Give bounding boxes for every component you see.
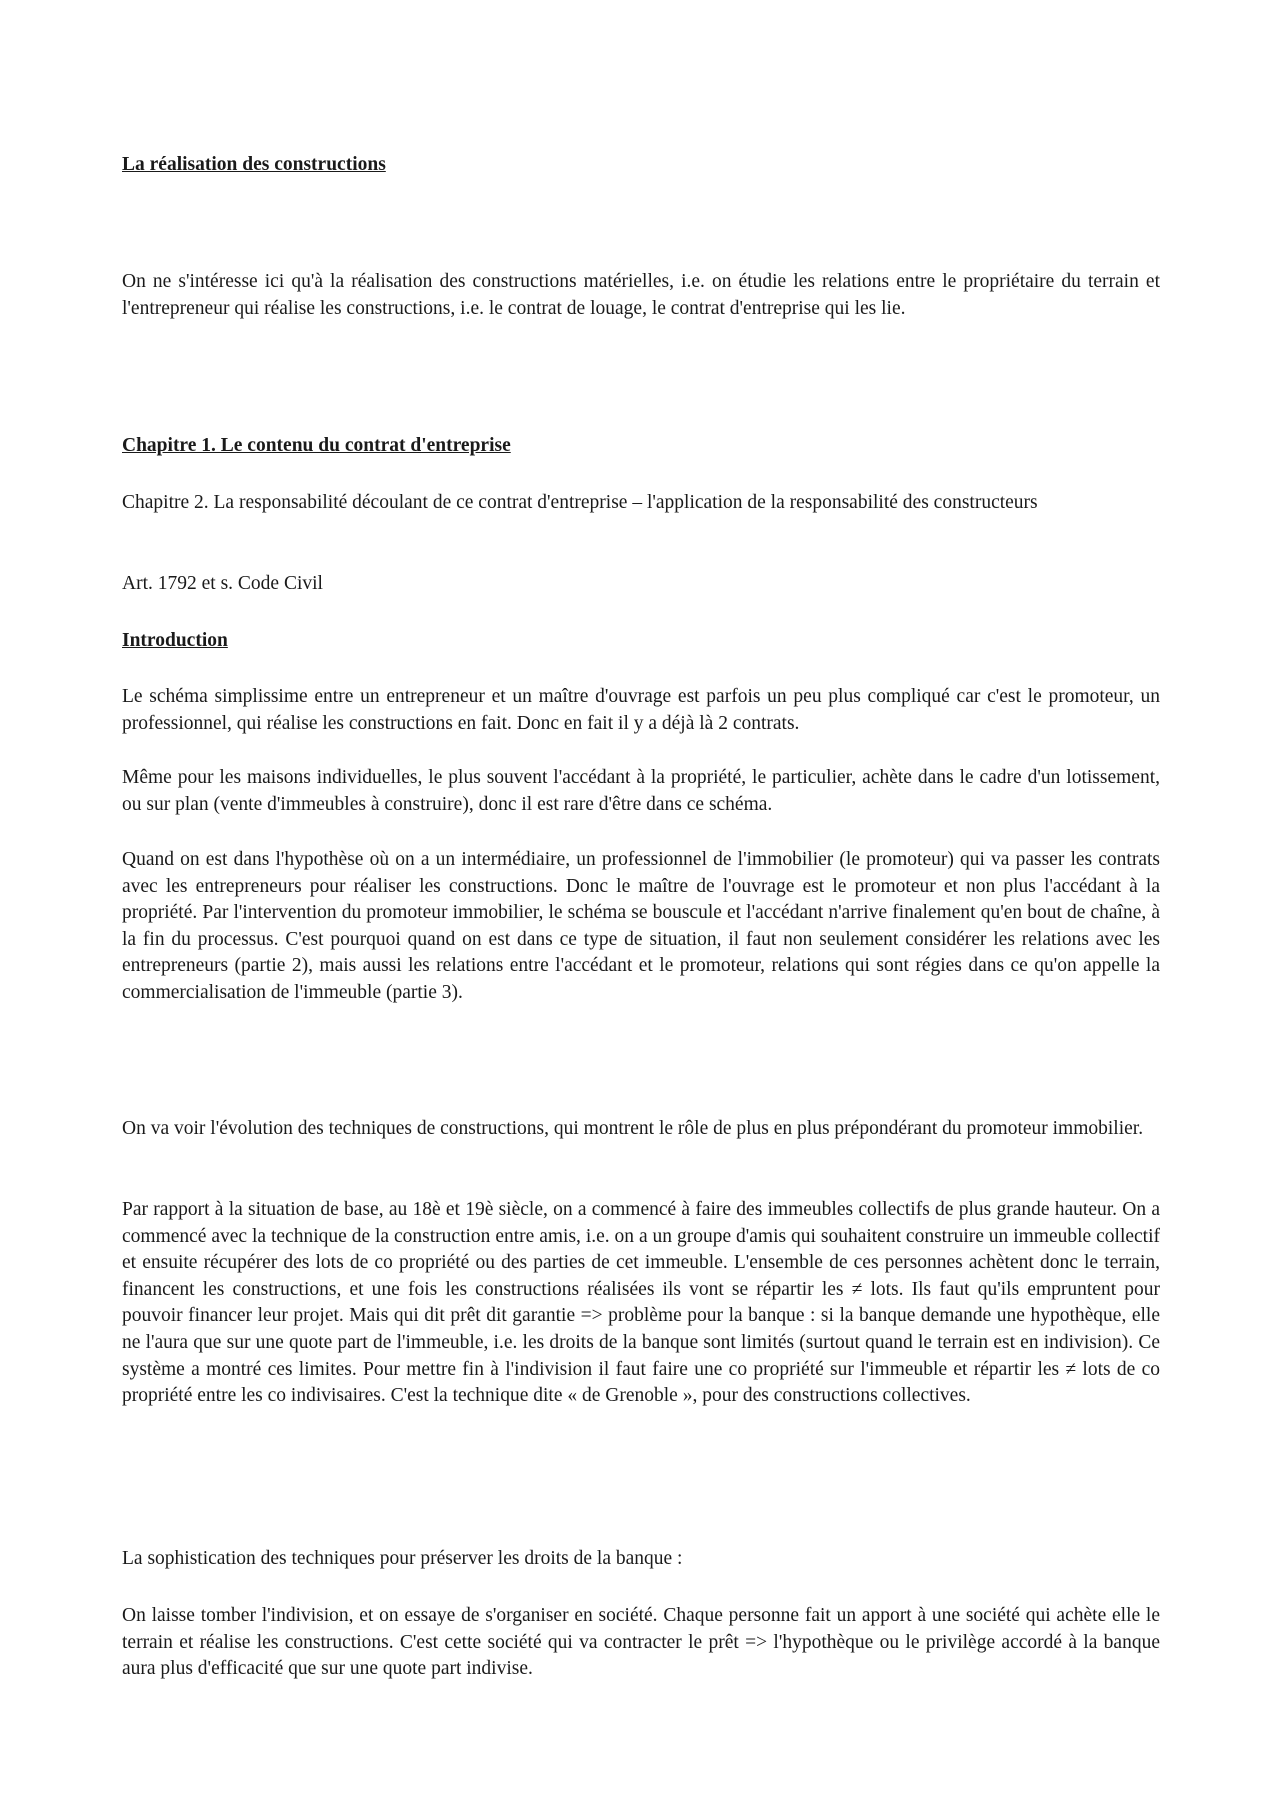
paragraph-schema: Le schéma simplissime entre un entrepreneur et un maître d'ouvrage est parfois un peu plus compliqué car c'est le promoteur, un professionnel, qui réalise les constructions en fait. Donc en fait il y a déjà là 2 contrats. <box>122 686 1160 734</box>
article-reference: Art. 1792 et s. Code Civil <box>122 573 323 594</box>
paragraph-maisons: Même pour les maisons individuelles, le plus souvent l'accédant à la propriété, le particulier, achète dans le cadre d'un lotissement, ou sur plan (vente d'immeubles à construire), donc il est rare d'être dans ce schéma. <box>122 767 1160 815</box>
paragraph-societe: On laisse tomber l'indivision, et on essaye de s'organiser en société. Chaque personne fait un apport à une société qui achète elle le terrain et réalise les constructions. C'est cette société qui va contracter le prêt => l'hypothèque ou le privilège accordé à la banque aura plus d'efficacité que sur une quote part indivise. <box>122 1605 1160 1680</box>
paragraph-sophistication: La sophistication des techniques pour préserver les droits de la banque : <box>122 1548 683 1569</box>
introduction-heading: Introduction <box>122 630 228 651</box>
paragraph-evolution: On va voir l'évolution des techniques de constructions, qui montrent le rôle de plus en plus prépondérant du promoteur immobilier. <box>122 1118 1144 1139</box>
intro-paragraph: On ne s'intéresse ici qu'à la réalisation des constructions matérielles, i.e. on étudie les relations entre le propriétaire du terrain et l'entrepreneur qui réalise les constructions, i.e. le contrat de louage, le contrat d'entreprise qui les lie. <box>122 271 1160 319</box>
chapter1-heading: Chapitre 1. Le contenu du contrat d'entreprise <box>122 435 511 456</box>
paragraph-intermediaire: Quand on est dans l'hypothèse où on a un intermédiaire, un professionnel de l'immobilier (le promoteur) qui va passer les contrats avec les entrepreneurs pour réaliser les constructions. Donc le maître de l'ouvrage est le promoteur et non plus l'accédant à la propriété. Par l'intervention du promoteur immobilier, le schéma se bouscule et l'accédant n'arrive finalement qu'en bout de chaîne, à la fin du processus. C'est pourquoi quand on est dans ce type de situation, il faut non seulement considérer les relations avec les entrepreneurs (partie 2), mais aussi les relations entre l'accédant et le promoteur, relations qui sont régies dans ce qu'on appelle la commercialisation de l'immeuble (partie 3). <box>122 849 1160 1003</box>
chapter2-line: Chapitre 2. La responsabilité découlant de ce contrat d'entreprise – l'application de la responsabilité des constructeurs <box>122 492 1038 513</box>
paragraph-situation-base: Par rapport à la situation de base, au 18è et 19è siècle, on a commencé à faire des immeubles collectifs de plus grande hauteur. On a commencé avec la technique de la construction entre amis, i.e. on a un groupe d'amis qui souhaitent construire un immeuble collectif et ensuite récupérer des lots de co propriété ou des parties de cet immeuble. L'ensemble de ces personnes achètent donc le terrain, financent les constructions, et une fois les constructions réalisées ils vont se répartir les ≠ lots. Ils faut qu'ils empruntent pour pouvoir financer leur projet. Mais qui dit prêt dit garantie => problème pour la banque : si la banque demande une hypothèque, elle ne l'aura que sur une quote part de l'immeuble, i.e. les droits de la banque sont limités (surtout quand le terrain est en indivision). Ce système a montré ces limites. Pour mettre fin à l'indivision il faut faire une co propriété sur l'immeuble et répartir les ≠ lots de co propriété entre les co indivisaires. C'est la technique dite « de Grenoble », pour des constructions collectives. <box>122 1199 1160 1407</box>
document-title: La réalisation des constructions <box>122 154 386 175</box>
